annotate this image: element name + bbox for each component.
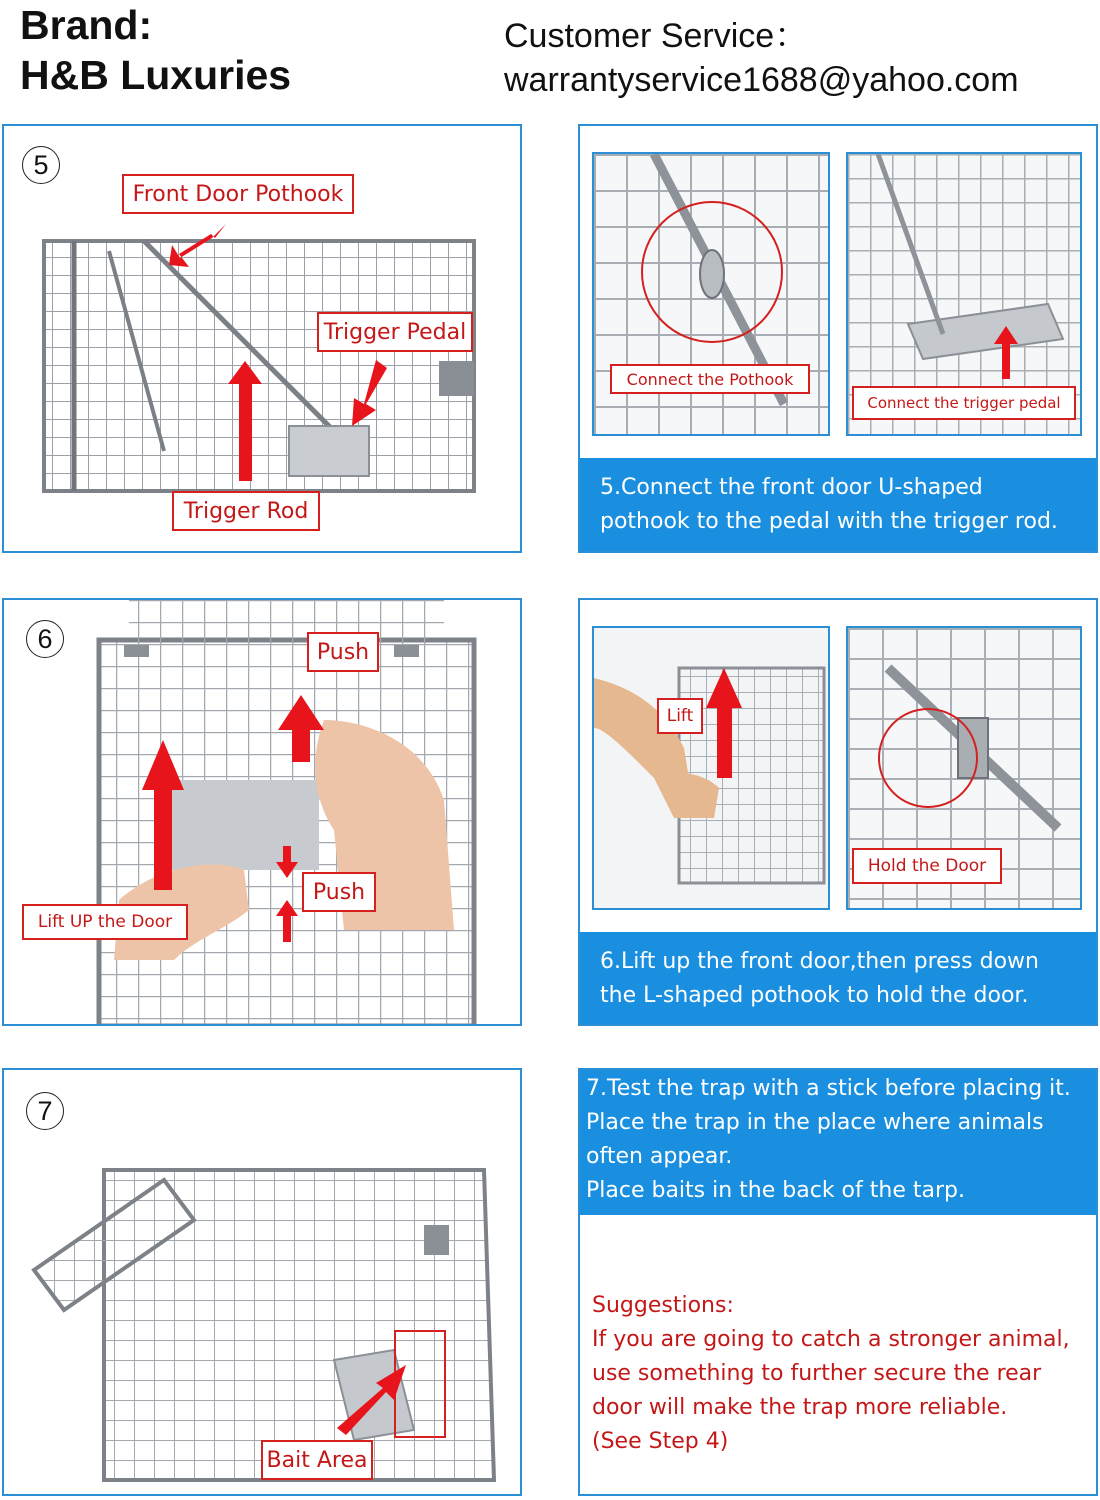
- step5-caption-line1: 5.Connect the front door U-shaped: [600, 475, 983, 500]
- label-trigger-rod: Trigger Rod: [172, 491, 320, 531]
- step7-caption-line1: 7.Test the trap with a stick before placing it.: [586, 1076, 1071, 1101]
- suggestions-block: [592, 1289, 1092, 1459]
- step-number-7: 7: [26, 1092, 64, 1130]
- step5-caption-line2: pothook to the pedal with the trigger rod.: [600, 509, 1058, 534]
- brand-label: Brand:: [20, 2, 153, 48]
- label-connect-pothook: Connect the Pothook: [610, 364, 810, 394]
- photo-lift-door: [592, 626, 830, 910]
- label-connect-trigger-pedal: Connect the trigger pedal: [852, 386, 1076, 420]
- step6-caption: [580, 932, 1096, 1024]
- step6-caption-line1: 6.Lift up the front door,then press down: [600, 949, 1039, 974]
- arrow-to-trigger-pedal: [352, 360, 387, 426]
- step7-panel: [2, 1068, 522, 1496]
- customer-service-block: [504, 14, 1019, 102]
- step6-hands-and-arrows: [4, 600, 522, 1026]
- arrow-to-pothook: [169, 224, 226, 267]
- step5-panel: [2, 124, 522, 553]
- suggestions-line3: door will make the trap more reliable.: [592, 1395, 1008, 1420]
- step5-caption: [580, 458, 1096, 551]
- arrow-up-lift-door: [142, 740, 184, 890]
- label-trigger-pedal: Trigger Pedal: [317, 312, 473, 352]
- lift-door-image: [594, 628, 828, 908]
- step6-detail-panel: [578, 598, 1098, 1026]
- customer-service-label: Customer Service：: [504, 17, 809, 55]
- suggestions-title: Suggestions:: [592, 1293, 734, 1318]
- customer-service-email: warrantyservice1688@yahoo.com: [504, 61, 1019, 99]
- step7-caption-line4: Place baits in the back of the tarp.: [586, 1178, 965, 1203]
- step6-caption-line2: the L-shaped pothook to hold the door.: [600, 983, 1029, 1008]
- brand-block: [20, 0, 291, 100]
- label-hold-the-door: Hold the Door: [852, 848, 1002, 884]
- arrow-push-down: [276, 846, 298, 878]
- label-push-bottom: Push: [302, 872, 376, 912]
- label-push-top: Push: [307, 632, 379, 672]
- label-front-door-pothook: Front Door Pothook: [122, 174, 354, 214]
- suggestions-line2: use something to further secure the rear: [592, 1361, 1042, 1386]
- step5-detail-panel: [578, 124, 1098, 553]
- step-number-5: 5: [22, 146, 60, 184]
- label-lift: Lift: [657, 698, 703, 734]
- label-lift-up-door: Lift UP the Door: [22, 904, 188, 940]
- arrow-up-trigger-rod: [228, 361, 262, 481]
- step7-caption-line2: Place the trap in the place where animals: [586, 1110, 1044, 1135]
- step7-detail-panel: [578, 1068, 1098, 1496]
- suggestions-line4: (See Step 4): [592, 1429, 729, 1454]
- arrow-to-bait-area: [337, 1365, 406, 1435]
- step7-caption-line3: often appear.: [586, 1144, 733, 1169]
- step6-panel: [2, 598, 522, 1026]
- suggestions-line1: If you are going to catch a stronger animal,: [592, 1327, 1070, 1352]
- step-number-6: 6: [26, 620, 64, 658]
- step7-caption: [580, 1070, 1096, 1215]
- brand-name: H&B Luxuries: [20, 52, 292, 98]
- label-bait-area: Bait Area: [261, 1440, 373, 1480]
- step7-arrows: [4, 1070, 522, 1496]
- arrow-push-up: [276, 900, 298, 942]
- step5-arrows: [4, 126, 522, 553]
